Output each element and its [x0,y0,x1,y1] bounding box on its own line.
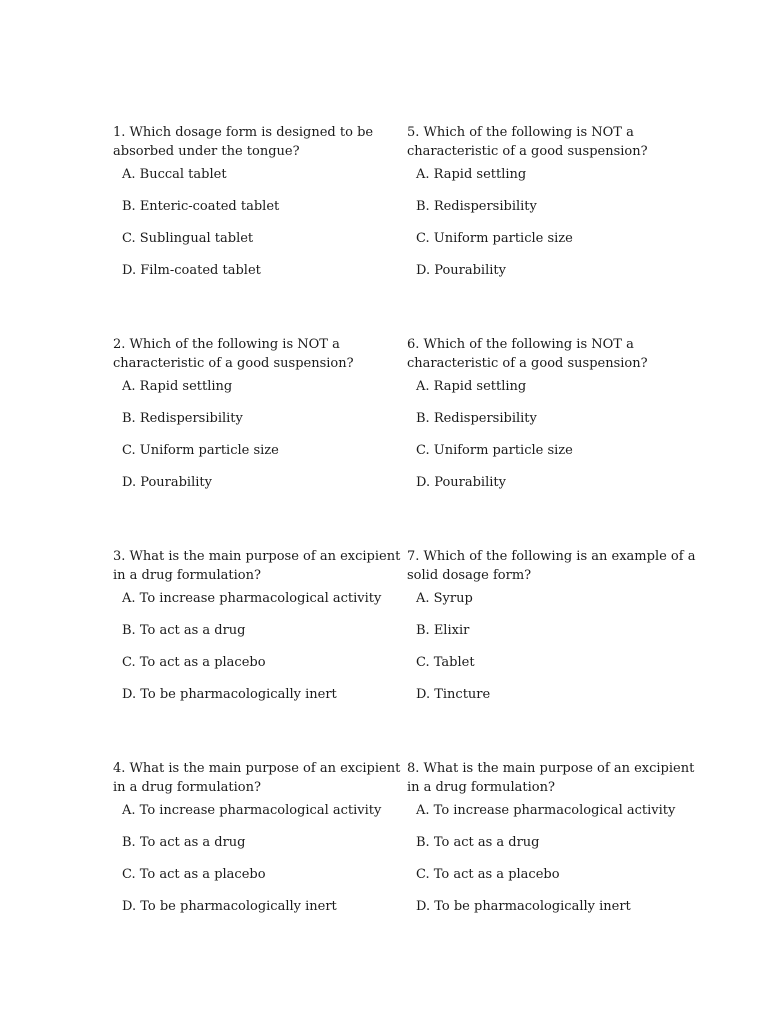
option-d: D. Pourability [416,263,506,278]
option-c: C. Uniform particle size [416,231,573,246]
question-block [407,759,697,971]
question-block [407,547,697,759]
options-list [113,801,403,929]
option-a: A. Buccal tablet [122,167,227,182]
option-d: D. Film-coated tablet [122,263,261,278]
options-list [407,589,697,717]
option-d: D. To be pharmacologically inert [122,899,337,914]
option-a: A. To increase pharmacological activity [416,803,676,818]
question-text: 5. Which of the following is NOT a characteristic of a good suspension? [407,125,648,159]
options-list [113,377,403,505]
option-b: B. To act as a drug [416,835,540,850]
question-text: 3. What is the main purpose of an excipient in a drug formulation? [113,549,401,583]
option-a: A. Rapid settling [416,167,527,182]
option-a: A. To increase pharmacological activity [122,803,382,818]
question-text: 2. Which of the following is NOT a characteristic of a good suspension? [113,337,354,371]
options-list [113,589,403,717]
option-c: C. To act as a placebo [122,655,266,670]
question-block [407,335,697,547]
question-text: 1. Which dosage form is designed to be absorbed under the tongue? [113,125,374,159]
option-c: C. Sublingual tablet [122,231,254,246]
option-c: C. Tablet [416,655,475,670]
option-c: C. To act as a placebo [416,867,560,882]
option-b: B. To act as a drug [122,835,246,850]
options-list [407,377,697,505]
option-b: B. Enteric-coated tablet [122,199,280,214]
option-a: A. Rapid settling [416,379,527,394]
options-list [407,165,697,293]
option-b: B. To act as a drug [122,623,246,638]
question-block [113,759,403,971]
question-text: 6. Which of the following is NOT a characteristic of a good suspension? [407,337,648,371]
option-d: D. Tincture [416,687,491,702]
left-question-column [113,123,403,971]
right-question-column [407,123,697,971]
question-block [407,123,697,335]
option-d: D. Pourability [122,475,212,490]
question-block [113,123,403,335]
option-b: B. Redispersibility [122,411,243,426]
option-d: D. Pourability [416,475,506,490]
option-b: B. Redispersibility [416,411,537,426]
question-text: 8. What is the main purpose of an excipient in a drug formulation? [407,761,695,795]
option-c: C. To act as a placebo [122,867,266,882]
option-c: C. Uniform particle size [416,443,573,458]
option-a: A. Syrup [416,591,473,606]
option-d: D. To be pharmacologically inert [416,899,631,914]
option-a: A. Rapid settling [122,379,233,394]
option-c: C. Uniform particle size [122,443,279,458]
option-d: D. To be pharmacologically inert [122,687,337,702]
question-text: 4. What is the main purpose of an excipient in a drug formulation? [113,761,401,795]
options-list [407,801,697,929]
option-b: B. Elixir [416,623,470,638]
options-list [113,165,403,293]
question-block [113,335,403,547]
option-b: B. Redispersibility [416,199,537,214]
question-text: 7. Which of the following is an example of a solid dosage form? [407,549,696,583]
option-a: A. To increase pharmacological activity [122,591,382,606]
question-block [113,547,403,759]
